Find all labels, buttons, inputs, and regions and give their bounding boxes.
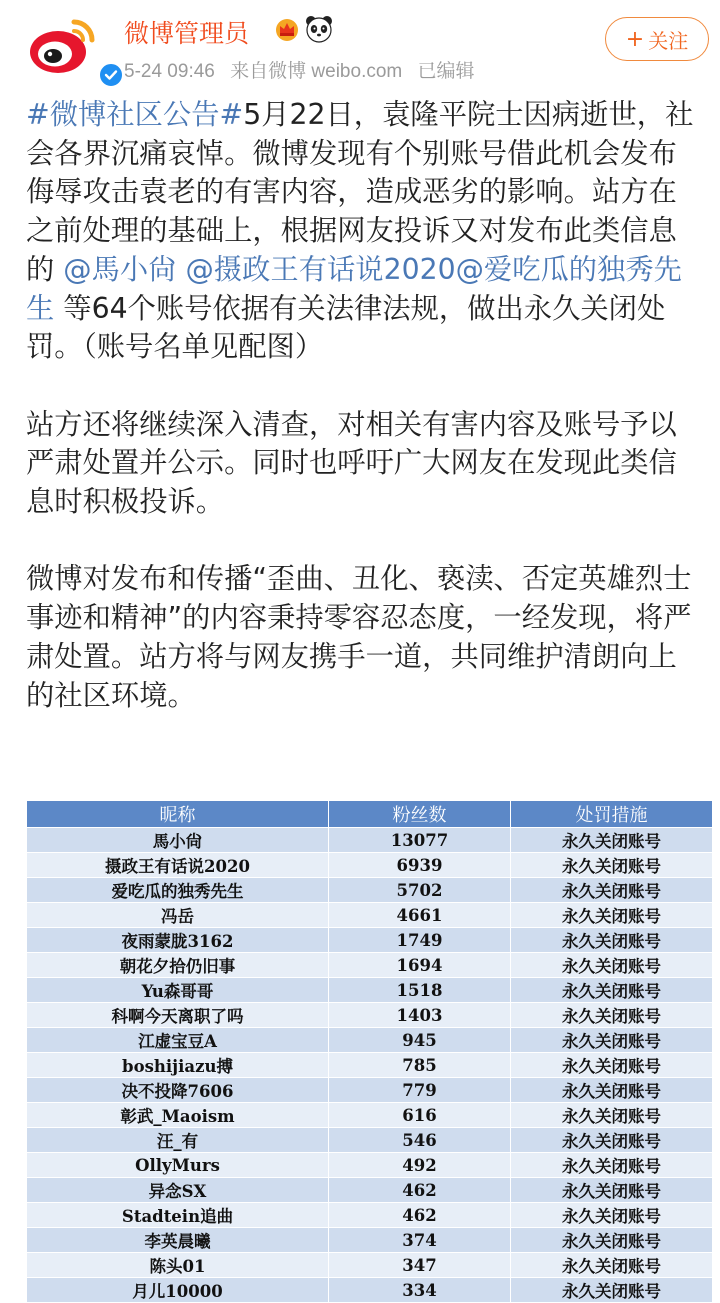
cell-followers: 785 [329,1053,511,1078]
table-body [27,828,713,1303]
cell-penalty: 永久关闭账号 [511,978,713,1003]
table-row [27,878,713,903]
cell-nickname: 夜雨蒙胧3162 [27,928,329,953]
panda-icon [304,14,334,44]
column-header-penalty: 处罚措施 [511,801,713,828]
table-row [27,928,713,953]
cell-nickname: 汪_有 [27,1128,329,1153]
avatar[interactable] [22,6,102,86]
cell-nickname: 彰武_Maoism [27,1103,329,1128]
attached-image-table[interactable] [26,800,712,1301]
table-row [27,1103,713,1128]
cell-followers: 462 [329,1178,511,1203]
post-timestamp: 5-24 09:46 [124,61,215,82]
column-header-followers: 粉丝数 [329,801,511,828]
table-row [27,903,713,928]
cell-penalty: 永久关闭账号 [511,1153,713,1178]
mention-link[interactable]: @爱吃瓜的独秀先生 [26,252,682,325]
cell-penalty: 永久关闭账号 [511,1003,713,1028]
cell-nickname: 李英晨曦 [27,1228,329,1253]
cell-penalty: 永久关闭账号 [511,878,713,903]
post-paragraph: 站方还将继续深入清查，对相关有害内容及账号予以严肃处置并公示。同时也呼吁广大网友在发现此类信息时积极投诉。 [26,407,677,519]
follow-label: 关注 [648,28,689,53]
table-row [27,1078,713,1103]
cell-followers: 1749 [329,928,511,953]
cell-followers: 546 [329,1128,511,1153]
cell-nickname: 摄政王有话说2020 [27,853,329,878]
cell-penalty: 永久关闭账号 [511,1028,713,1053]
table-row [27,1203,713,1228]
cell-followers: 6939 [329,853,511,878]
cell-nickname: 月儿10000 [27,1278,329,1303]
paragraph-gap [26,367,698,406]
cell-penalty: 永久关闭账号 [511,953,713,978]
cell-nickname: 江虚宝豆A [27,1028,329,1053]
cell-followers: 616 [329,1103,511,1128]
banned-accounts-table [26,800,713,1303]
cell-followers: 1403 [329,1003,511,1028]
table-row [27,1228,713,1253]
table-row [27,1053,713,1078]
post-text [177,253,186,286]
table-row [27,1153,713,1178]
cell-penalty: 永久关闭账号 [511,1178,713,1203]
table-row [27,828,713,853]
cell-penalty: 永久关闭账号 [511,1128,713,1153]
post-body [26,96,698,715]
cell-followers: 1694 [329,953,511,978]
post-text: 等64个账号依据有关法律法规，做出永久关闭处罚。（账号名单见配图） [26,291,666,364]
cell-followers: 945 [329,1028,511,1053]
paragraph-gap [26,522,698,561]
cell-nickname: 馬小尙 [27,828,329,853]
cell-nickname: 科啊今天离职了吗 [27,1003,329,1028]
cell-followers: 374 [329,1228,511,1253]
table-row [27,1128,713,1153]
cell-nickname: 决不投降7606 [27,1078,329,1103]
post-paragraph: 微博对发布和传播“歪曲、丑化、亵渎、否定英雄烈士事迹和精神”的内容秉持零容忍态度，一经发现，将严肃处置。站方将与网友携手一道，共同维护清朗向上的社区环境。 [26,562,692,712]
cell-followers: 779 [329,1078,511,1103]
cell-penalty: 永久关闭账号 [511,853,713,878]
cell-followers: 347 [329,1253,511,1278]
crown-icon [272,14,302,44]
username[interactable]: 微博管理员 [124,19,250,48]
cell-followers: 13077 [329,828,511,853]
cell-nickname: 朝花夕拾仍旧事 [27,953,329,978]
mention-link[interactable]: @馬小尙 [63,252,177,286]
cell-followers: 1518 [329,978,511,1003]
cell-nickname: 爱吃瓜的独秀先生 [27,878,329,903]
follow-button[interactable] [605,17,709,61]
cell-followers: 4661 [329,903,511,928]
cell-nickname: Stadtein追曲 [27,1203,329,1228]
cell-followers: 462 [329,1203,511,1228]
plus-icon: + [625,26,645,52]
cell-penalty: 永久关闭账号 [511,1253,713,1278]
post-text: 5月22日，袁隆平院士因病逝世，社会各界沉痛哀悼。微博发现有个别账号借此机会发布侮辱攻击袁老的有害内容，造成恶劣的影响。站方在之前处理的基础上，根据网友投诉又对发布此类信息的 [26,98,694,286]
mention-link[interactable]: @摄政王有话说2020 [185,252,456,286]
cell-penalty: 永久关闭账号 [511,1053,713,1078]
table-row [27,1253,713,1278]
cell-penalty: 永久关闭账号 [511,1203,713,1228]
cell-nickname: 陈头01 [27,1253,329,1278]
cell-followers: 334 [329,1278,511,1303]
cell-penalty: 永久关闭账号 [511,1078,713,1103]
cell-nickname: OllyMurs [27,1153,329,1178]
post-meta [124,56,485,83]
table-row [27,1003,713,1028]
table-row [27,1028,713,1053]
weibo-logo-icon [22,6,102,86]
table-row [27,978,713,1003]
table-header-row [27,801,713,828]
table-row [27,953,713,978]
table-row [27,1278,713,1303]
cell-nickname: boshijiazu搏 [27,1053,329,1078]
post-paragraph [26,96,698,367]
cell-penalty: 永久关闭账号 [511,828,713,853]
cell-penalty: 永久关闭账号 [511,1228,713,1253]
post-header [0,0,720,88]
edited-label: 已编辑 [417,61,475,82]
cell-penalty: 永久关闭账号 [511,1103,713,1128]
cell-penalty: 永久关闭账号 [511,928,713,953]
post-source: 来自微博 weibo.com [230,61,403,82]
cell-followers: 5702 [329,878,511,903]
table-row [27,853,713,878]
cell-nickname: 异念SX [27,1178,329,1203]
cell-penalty: 永久关闭账号 [511,903,713,928]
verified-badge-icon [98,62,124,88]
table-row [27,1178,713,1203]
column-header-nickname: 昵称 [27,801,329,828]
cell-nickname: 冯岳 [27,903,329,928]
cell-penalty: 永久关闭账号 [511,1278,713,1303]
cell-followers: 492 [329,1153,511,1178]
cell-nickname: Yu森哥哥 [27,978,329,1003]
hashtag-link[interactable]: #微博社区公告# [26,98,244,131]
